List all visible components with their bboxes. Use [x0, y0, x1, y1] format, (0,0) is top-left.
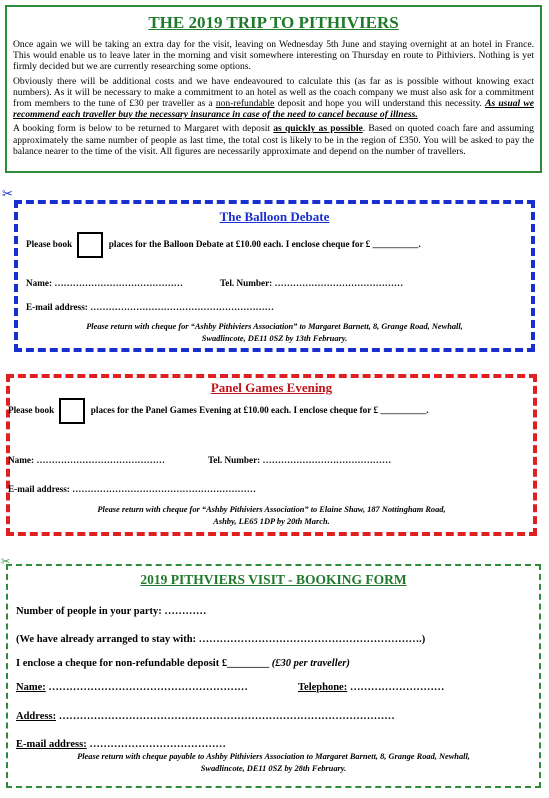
address-dots: …………………………………………………………………………………… [56, 711, 395, 722]
booking-name-field[interactable] [16, 682, 248, 693]
scissors-icon: ✂ [2, 186, 13, 201]
book-prefix: Please book [8, 405, 55, 416]
as-quickly-text: as quickly as possible [273, 123, 363, 135]
page-title: THE 2019 TRIP TO PITHIVIERS [148, 13, 399, 32]
staying-with-field[interactable]: (We have already arranged to stay with: ……………………………………………………….) [16, 634, 426, 645]
balloon-debate-form [14, 200, 535, 352]
intro-box [5, 5, 542, 173]
book-prefix: Please book [26, 239, 73, 250]
deposit-field[interactable] [16, 658, 350, 669]
panel-title: Panel Games Evening [210, 380, 333, 395]
balloon-return-note-2: Swadlincote, DE11 0SZ by 13th February. [201, 334, 348, 343]
deposit-text: I enclose a cheque for non-refundable deposit £________ [16, 658, 272, 669]
intro-paragraph-2 [13, 76, 534, 121]
booking-title: 2019 PITHVIERS VISIT - BOOKING FORM [140, 572, 407, 587]
panel-games-form [6, 374, 537, 536]
email-dots: ………………………………… [86, 739, 226, 750]
book-suffix: places for the Panel Games Evening at £10.00 each. I enclose cheque for £ __________. [90, 405, 429, 416]
booking-return-note-2: Swadlincote, DE11 0SZ by 28th February. [200, 764, 347, 773]
scissors-icon: ✂ [1, 556, 11, 568]
booking-form [6, 564, 541, 788]
balloon-tel-field[interactable]: Tel. Number: …………………………………… [220, 278, 404, 288]
panel-return-note-2: Ashby, LE65 1DP by 20th March. [213, 517, 330, 526]
name-dots: ………………………………………………… [45, 682, 248, 693]
insurance-note: As usual we recommend each traveller buy the necessary insurance in case of the need to cancel because of illness. [13, 98, 534, 121]
deposit-per-traveller: (£30 per traveller) [271, 658, 350, 669]
non-refundable-text: non-refundable [215, 98, 275, 110]
p3-text: A booking form is below to be returned to Margaret with deposit [13, 123, 274, 135]
balloon-book-line [26, 232, 421, 258]
balloon-title: The Balloon Debate [219, 209, 330, 224]
panel-email-field[interactable]: E-mail address: …………………………………………………… [8, 484, 256, 494]
panel-places-checkbox[interactable] [59, 398, 85, 424]
panel-tel-field[interactable]: Tel. Number: …………………………………… [208, 455, 392, 465]
book-suffix: places for the Balloon Debate at £10.00 each. I enclose cheque for £ __________. [108, 239, 421, 250]
panel-return-note-1: Please return with cheque for “Ashby Pithiviers Association” to Elaine Shaw, 187 Nottingham Road, [97, 505, 446, 514]
p2-text-b: deposit and hope you will understand this necessity. [274, 98, 486, 110]
email-label: E-mail address: [16, 739, 87, 750]
booking-telephone-field[interactable] [298, 682, 444, 693]
booking-return-note-1: Please return with cheque payable to Ashby Pithiviers Association to Margaret Barnett, 8, Grange Road, Newhall, [77, 752, 470, 761]
p3-text-b: . Based on quoted coach fare and assuming approximately the same number of people as last time, the total cost is likely to be in the region of £350. You will be asked to pay the balance nearer to the time of the visit. All figures are necessarily approximate and depend on the number of travellers. [13, 123, 534, 157]
telephone-dots: ……………………… [347, 682, 445, 693]
booking-email-field[interactable] [16, 739, 226, 750]
p2-text: Obviously there will be additional costs and we have endeavoured to calculate this (as far as is possible without knowing exact numbers). As it will be necessary to make a commitment to an hotel as well as the coach company we must also ask for a commitment from members to the tune of £30 per traveller as a [13, 75, 534, 110]
telephone-label: Telephone: [298, 682, 348, 693]
intro-paragraph-1: Once again we will be taking an extra day for the visit, leaving on Wednesday 5th June and staying overnight at an hotel in France. This would enable us to leave later in the morning and visit somewhere interesting on Thursday en route to Pithiviers. Nothing is yet firmly decided but we are currently researching some options. [13, 39, 534, 73]
balloon-places-checkbox[interactable] [77, 232, 103, 258]
intro-paragraph-3 [13, 123, 534, 157]
balloon-email-field[interactable]: E-mail address: …………………………………………………… [26, 302, 274, 312]
party-size-field[interactable]: Number of people in your party: ………… [16, 606, 207, 617]
booking-address-field[interactable] [16, 711, 395, 722]
balloon-name-field[interactable]: Name: …………………………………… [26, 278, 183, 288]
panel-name-field[interactable]: Name: …………………………………… [8, 455, 165, 465]
balloon-return-note-1: Please return with cheque for “Ashby Pithiviers Association” to Margaret Barnett, 8, Grange Road, Newhall, [86, 322, 463, 331]
address-label: Address: [16, 711, 57, 722]
name-label: Name: [16, 682, 46, 693]
panel-book-line [8, 398, 429, 424]
